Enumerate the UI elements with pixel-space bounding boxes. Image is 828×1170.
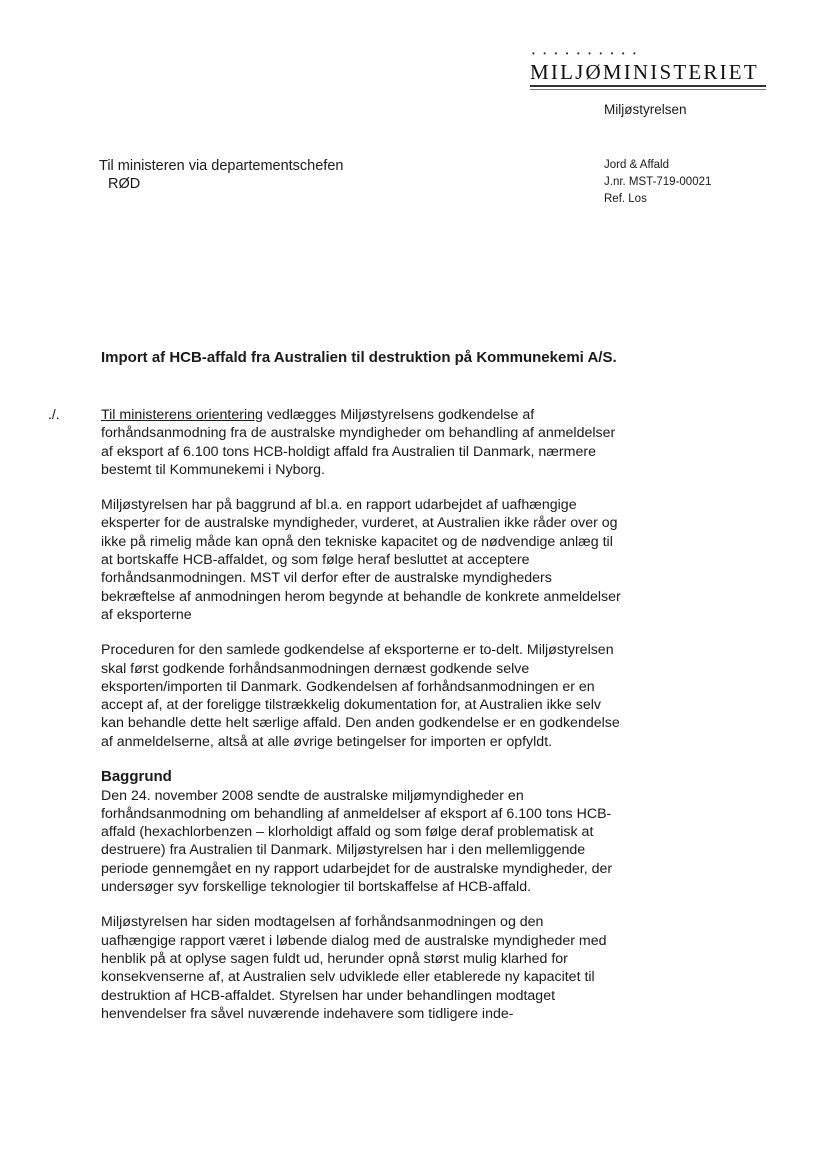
reference-department: Jord & Affald [604, 159, 669, 171]
reference-block [604, 157, 711, 208]
paragraph-lead: Til ministerens orientering [101, 407, 263, 423]
ministry-name: MILJØMINISTERIET [530, 60, 759, 84]
paragraph-text: vedlægges Miljøstyrelsens godkendelse af forhåndsanmodning fra de australske myndigheder om behandling af anmeldelser af eksport af 6.100 tons HCB-holdigt affald fra Australien til Danmark, nærmere bestemt til Kommunekemi i Nyborg. [101, 407, 616, 478]
addressee-line: Til ministeren via departementschefen [99, 158, 344, 174]
addressee-code: RØD [108, 176, 141, 192]
paragraph [101, 406, 621, 479]
letterhead-rule [530, 85, 766, 87]
paragraph: Proceduren for den samlede godkendelse af eksporterne er to-delt. Miljøstyrelsen skal først godkende forhåndsanmodningen dernæst godkende selve eksporten/importen til Danmark. Godkendelsen af forhåndsanmodningen er en accept af, at der foreligge tilstrækkelig dokumentation for, at Australien ikke selv kan behandle dette helt særlige affald. Den anden godkendelse er en godkendelse af anmeldelserne, altså at alle øvrige betingelser for importen er opfyldt. [101, 642, 620, 750]
reference-journal-number: J.nr. MST-719-00021 [604, 176, 712, 188]
letterhead-dots: • • • • • • • • • • [532, 49, 639, 58]
letterhead-rule-thin [530, 89, 766, 90]
paragraph: Miljøstyrelsen har på baggrund af bl.a. en rapport udarbejdet af uafhængige eksperter for de australske myndigheder, vurderet, at Australien ikke råder over og ikke på rimelig måde kan opnå den tekniske kapacitet og de nødvendige anlæg til at bortskaffe HCB-affaldet, og som følge heraf besluttet at acceptere forhåndsanmodningen. MST vil derfor efter de australske myndigheders bekræftelse af anmodningen herom begynde at behandle de konkrete anmeldelser af eksporterne [101, 497, 621, 623]
agency-name: Miljøstyrelsen [604, 102, 687, 117]
addressee-block [99, 157, 343, 193]
document-title: Import af HCB-affald fra Australien til destruktion på Kommunekemi A/S. [101, 349, 617, 366]
section-heading: Baggrund [101, 768, 172, 786]
paragraph: Den 24. november 2008 sendte de australske miljømyndigheder en forhåndsanmodning om behandling af anmeldelser af eksport af 6.100 tons HCB-affald (hexachlorbenzen – klorholdigt affald og som følge deraf problematisk at destruere) fra Australien til Danmark. Miljøstyrelsen har i den mellemliggende periode gennemgået en ny rapport udarbejdet for de australske myndigheder, der undersøger syv forskellige teknologier til bortskaffelse af HCB-affald. [101, 787, 613, 896]
enclosure-mark: ./. [48, 406, 60, 422]
paragraph: Miljøstyrelsen har siden modtagelsen af forhåndsanmodningen og den uafhængige rapport været i løbende dialog med de australske myndigheder med henblik på at oplyse sagen fuldt ud, herunder opnå størst mulig klarhed for konsekvenserne af, at Australien selv udviklede eller etablerede ny kapacitet til destruktion af HCB-affaldet. Styrelsen har under behandlingen modtaget henvendelser fra såvel nuværende indehavere som tidligere inde- [101, 914, 607, 1022]
document-body [101, 406, 621, 1040]
reference-initials: Ref. Los [604, 193, 647, 205]
